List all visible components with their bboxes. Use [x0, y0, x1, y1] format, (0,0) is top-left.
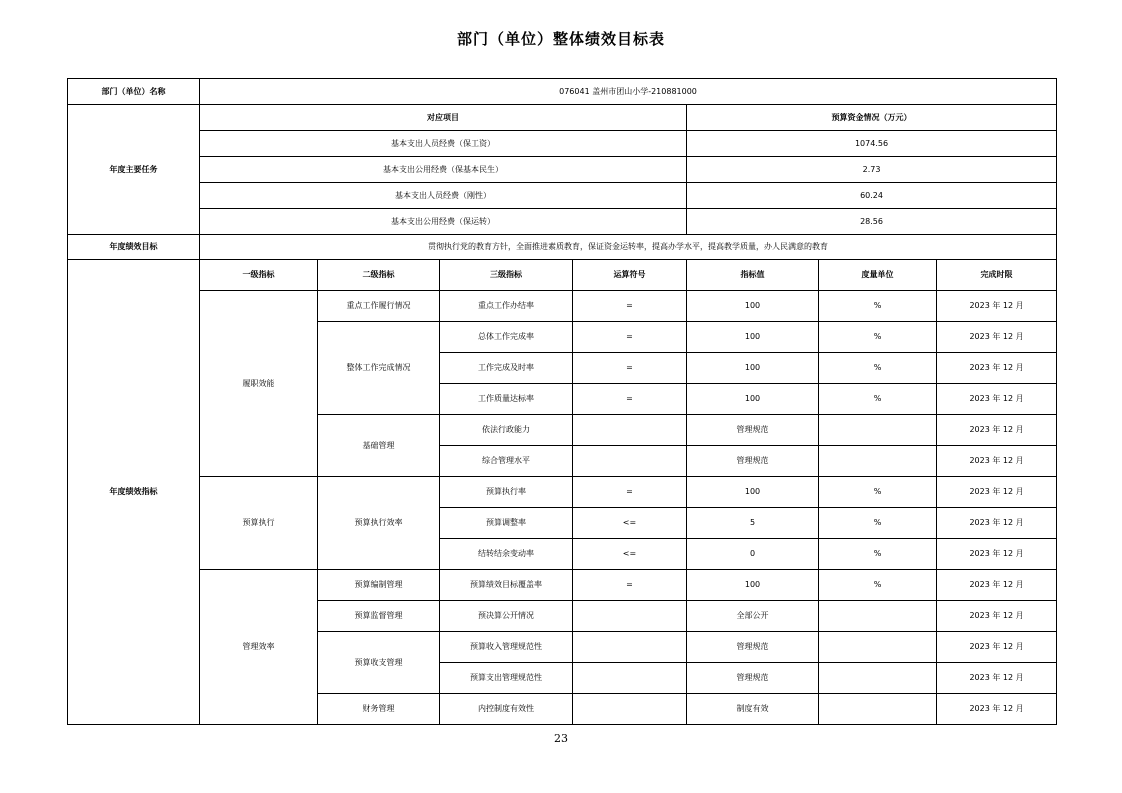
level1-cell: 管理效率 [200, 570, 318, 725]
task-row [68, 157, 1057, 183]
dept-value: 076041 盖州市团山小学-210881000 [200, 79, 1057, 105]
indicator-deadline: 2023 年 12 月 [937, 539, 1057, 570]
indicator-unit [819, 601, 937, 632]
level1-cell: 预算执行 [200, 477, 318, 570]
indicator-value: 管理规范 [687, 632, 819, 663]
tasks-header-row [68, 105, 1057, 131]
indicator-op: <= [573, 508, 687, 539]
col-header: 三级指标 [440, 260, 573, 291]
indicator-unit [819, 694, 937, 725]
indicator-deadline: 2023 年 12 月 [937, 291, 1057, 322]
indicator-name: 工作完成及时率 [440, 353, 573, 384]
indicator-deadline: 2023 年 12 月 [937, 384, 1057, 415]
indicator-name: 预算绩效目标覆盖率 [440, 570, 573, 601]
indicator-deadline: 2023 年 12 月 [937, 601, 1057, 632]
goal-text: 贯彻执行党的教育方针，全面推进素质教育，保证资金运转率，提高办学水平，提高教学质量，办人民满意的教育 [200, 235, 1057, 260]
col-header: 完成时限 [937, 260, 1057, 291]
indicator-op: = [573, 291, 687, 322]
indicator-value: 管理规范 [687, 415, 819, 446]
indicator-op: = [573, 384, 687, 415]
indicator-name: 依法行政能力 [440, 415, 573, 446]
indicator-name: 预算支出管理规范性 [440, 663, 573, 694]
indicator-name: 重点工作办结率 [440, 291, 573, 322]
indicator-row [68, 291, 1057, 322]
indicator-name: 综合管理水平 [440, 446, 573, 477]
level2-cell: 预算编制管理 [318, 570, 440, 601]
task-budget: 2.73 [687, 157, 1057, 183]
indicator-value: 管理规范 [687, 663, 819, 694]
indicator-name: 预决算公开情况 [440, 601, 573, 632]
indicator-op [573, 632, 687, 663]
col-header: 运算符号 [573, 260, 687, 291]
level2-cell: 重点工作履行情况 [318, 291, 440, 322]
indicator-unit: % [819, 508, 937, 539]
indicator-value: 5 [687, 508, 819, 539]
indicator-op [573, 694, 687, 725]
indicator-op: = [573, 477, 687, 508]
task-budget: 1074.56 [687, 131, 1057, 157]
performance-table [67, 78, 1057, 725]
indicator-name: 预算调整率 [440, 508, 573, 539]
indicator-deadline: 2023 年 12 月 [937, 322, 1057, 353]
indicator-value: 100 [687, 291, 819, 322]
tasks-label: 年度主要任务 [68, 105, 200, 235]
task-item: 基本支出公用经费（保基本民生） [200, 157, 687, 183]
indicator-unit: % [819, 539, 937, 570]
indicator-op: = [573, 570, 687, 601]
task-budget: 60.24 [687, 183, 1057, 209]
level2-cell: 预算执行效率 [318, 477, 440, 570]
indicator-unit: % [819, 291, 937, 322]
task-budget: 28.56 [687, 209, 1057, 235]
tasks-col-budget: 预算资金情况（万元） [687, 105, 1057, 131]
tasks-col-item: 对应项目 [200, 105, 687, 131]
task-item: 基本支出公用经费（保运转） [200, 209, 687, 235]
indicator-op: = [573, 353, 687, 384]
indicator-deadline: 2023 年 12 月 [937, 415, 1057, 446]
level2-cell: 预算监督管理 [318, 601, 440, 632]
indicators-label: 年度绩效指标 [68, 260, 200, 725]
indicator-name: 预算收入管理规范性 [440, 632, 573, 663]
indicator-value: 100 [687, 322, 819, 353]
indicator-op: = [573, 322, 687, 353]
indicator-deadline: 2023 年 12 月 [937, 632, 1057, 663]
indicator-unit: % [819, 384, 937, 415]
indicator-op [573, 601, 687, 632]
indicator-value: 100 [687, 384, 819, 415]
indicator-unit: % [819, 477, 937, 508]
indicator-value: 0 [687, 539, 819, 570]
indicator-op: <= [573, 539, 687, 570]
indicator-value: 100 [687, 353, 819, 384]
indicator-unit [819, 415, 937, 446]
indicator-name: 内控制度有效性 [440, 694, 573, 725]
indicator-unit: % [819, 353, 937, 384]
indicator-name: 结转结余变动率 [440, 539, 573, 570]
indicator-row [68, 570, 1057, 601]
level1-cell: 履职效能 [200, 291, 318, 477]
col-header: 二级指标 [318, 260, 440, 291]
indicator-op [573, 446, 687, 477]
level2-cell: 财务管理 [318, 694, 440, 725]
indicator-op [573, 415, 687, 446]
goal-label: 年度绩效目标 [68, 235, 200, 260]
indicator-name: 总体工作完成率 [440, 322, 573, 353]
indicator-row [68, 477, 1057, 508]
indicator-deadline: 2023 年 12 月 [937, 694, 1057, 725]
indicator-deadline: 2023 年 12 月 [937, 353, 1057, 384]
col-header: 度量单位 [819, 260, 937, 291]
indicator-value: 管理规范 [687, 446, 819, 477]
dept-label: 部门（单位）名称 [68, 79, 200, 105]
task-row [68, 183, 1057, 209]
col-header: 一级指标 [200, 260, 318, 291]
task-row [68, 131, 1057, 157]
indicator-op [573, 663, 687, 694]
dept-row [68, 79, 1057, 105]
level2-cell: 预算收支管理 [318, 632, 440, 694]
indicator-deadline: 2023 年 12 月 [937, 446, 1057, 477]
indicators-header-row [68, 260, 1057, 291]
level2-cell: 整体工作完成情况 [318, 322, 440, 415]
task-item: 基本支出人员经费（保工资） [200, 131, 687, 157]
page-title: 部门（单位）整体绩效目标表 [456, 30, 665, 48]
indicator-deadline: 2023 年 12 月 [937, 477, 1057, 508]
goal-row [68, 235, 1057, 260]
task-row [68, 209, 1057, 235]
indicator-value: 全部公开 [687, 601, 819, 632]
indicator-unit: % [819, 570, 937, 601]
indicator-deadline: 2023 年 12 月 [937, 508, 1057, 539]
indicator-deadline: 2023 年 12 月 [937, 663, 1057, 694]
indicator-value: 100 [687, 477, 819, 508]
page-number: 23 [554, 732, 568, 745]
indicator-name: 工作质量达标率 [440, 384, 573, 415]
indicator-unit [819, 446, 937, 477]
indicator-unit: % [819, 322, 937, 353]
level2-cell: 基础管理 [318, 415, 440, 477]
indicator-value: 100 [687, 570, 819, 601]
task-item: 基本支出人员经费（刚性） [200, 183, 687, 209]
indicator-name: 预算执行率 [440, 477, 573, 508]
indicator-unit [819, 632, 937, 663]
col-header: 指标值 [687, 260, 819, 291]
indicator-deadline: 2023 年 12 月 [937, 570, 1057, 601]
indicator-unit [819, 663, 937, 694]
indicator-value: 制度有效 [687, 694, 819, 725]
